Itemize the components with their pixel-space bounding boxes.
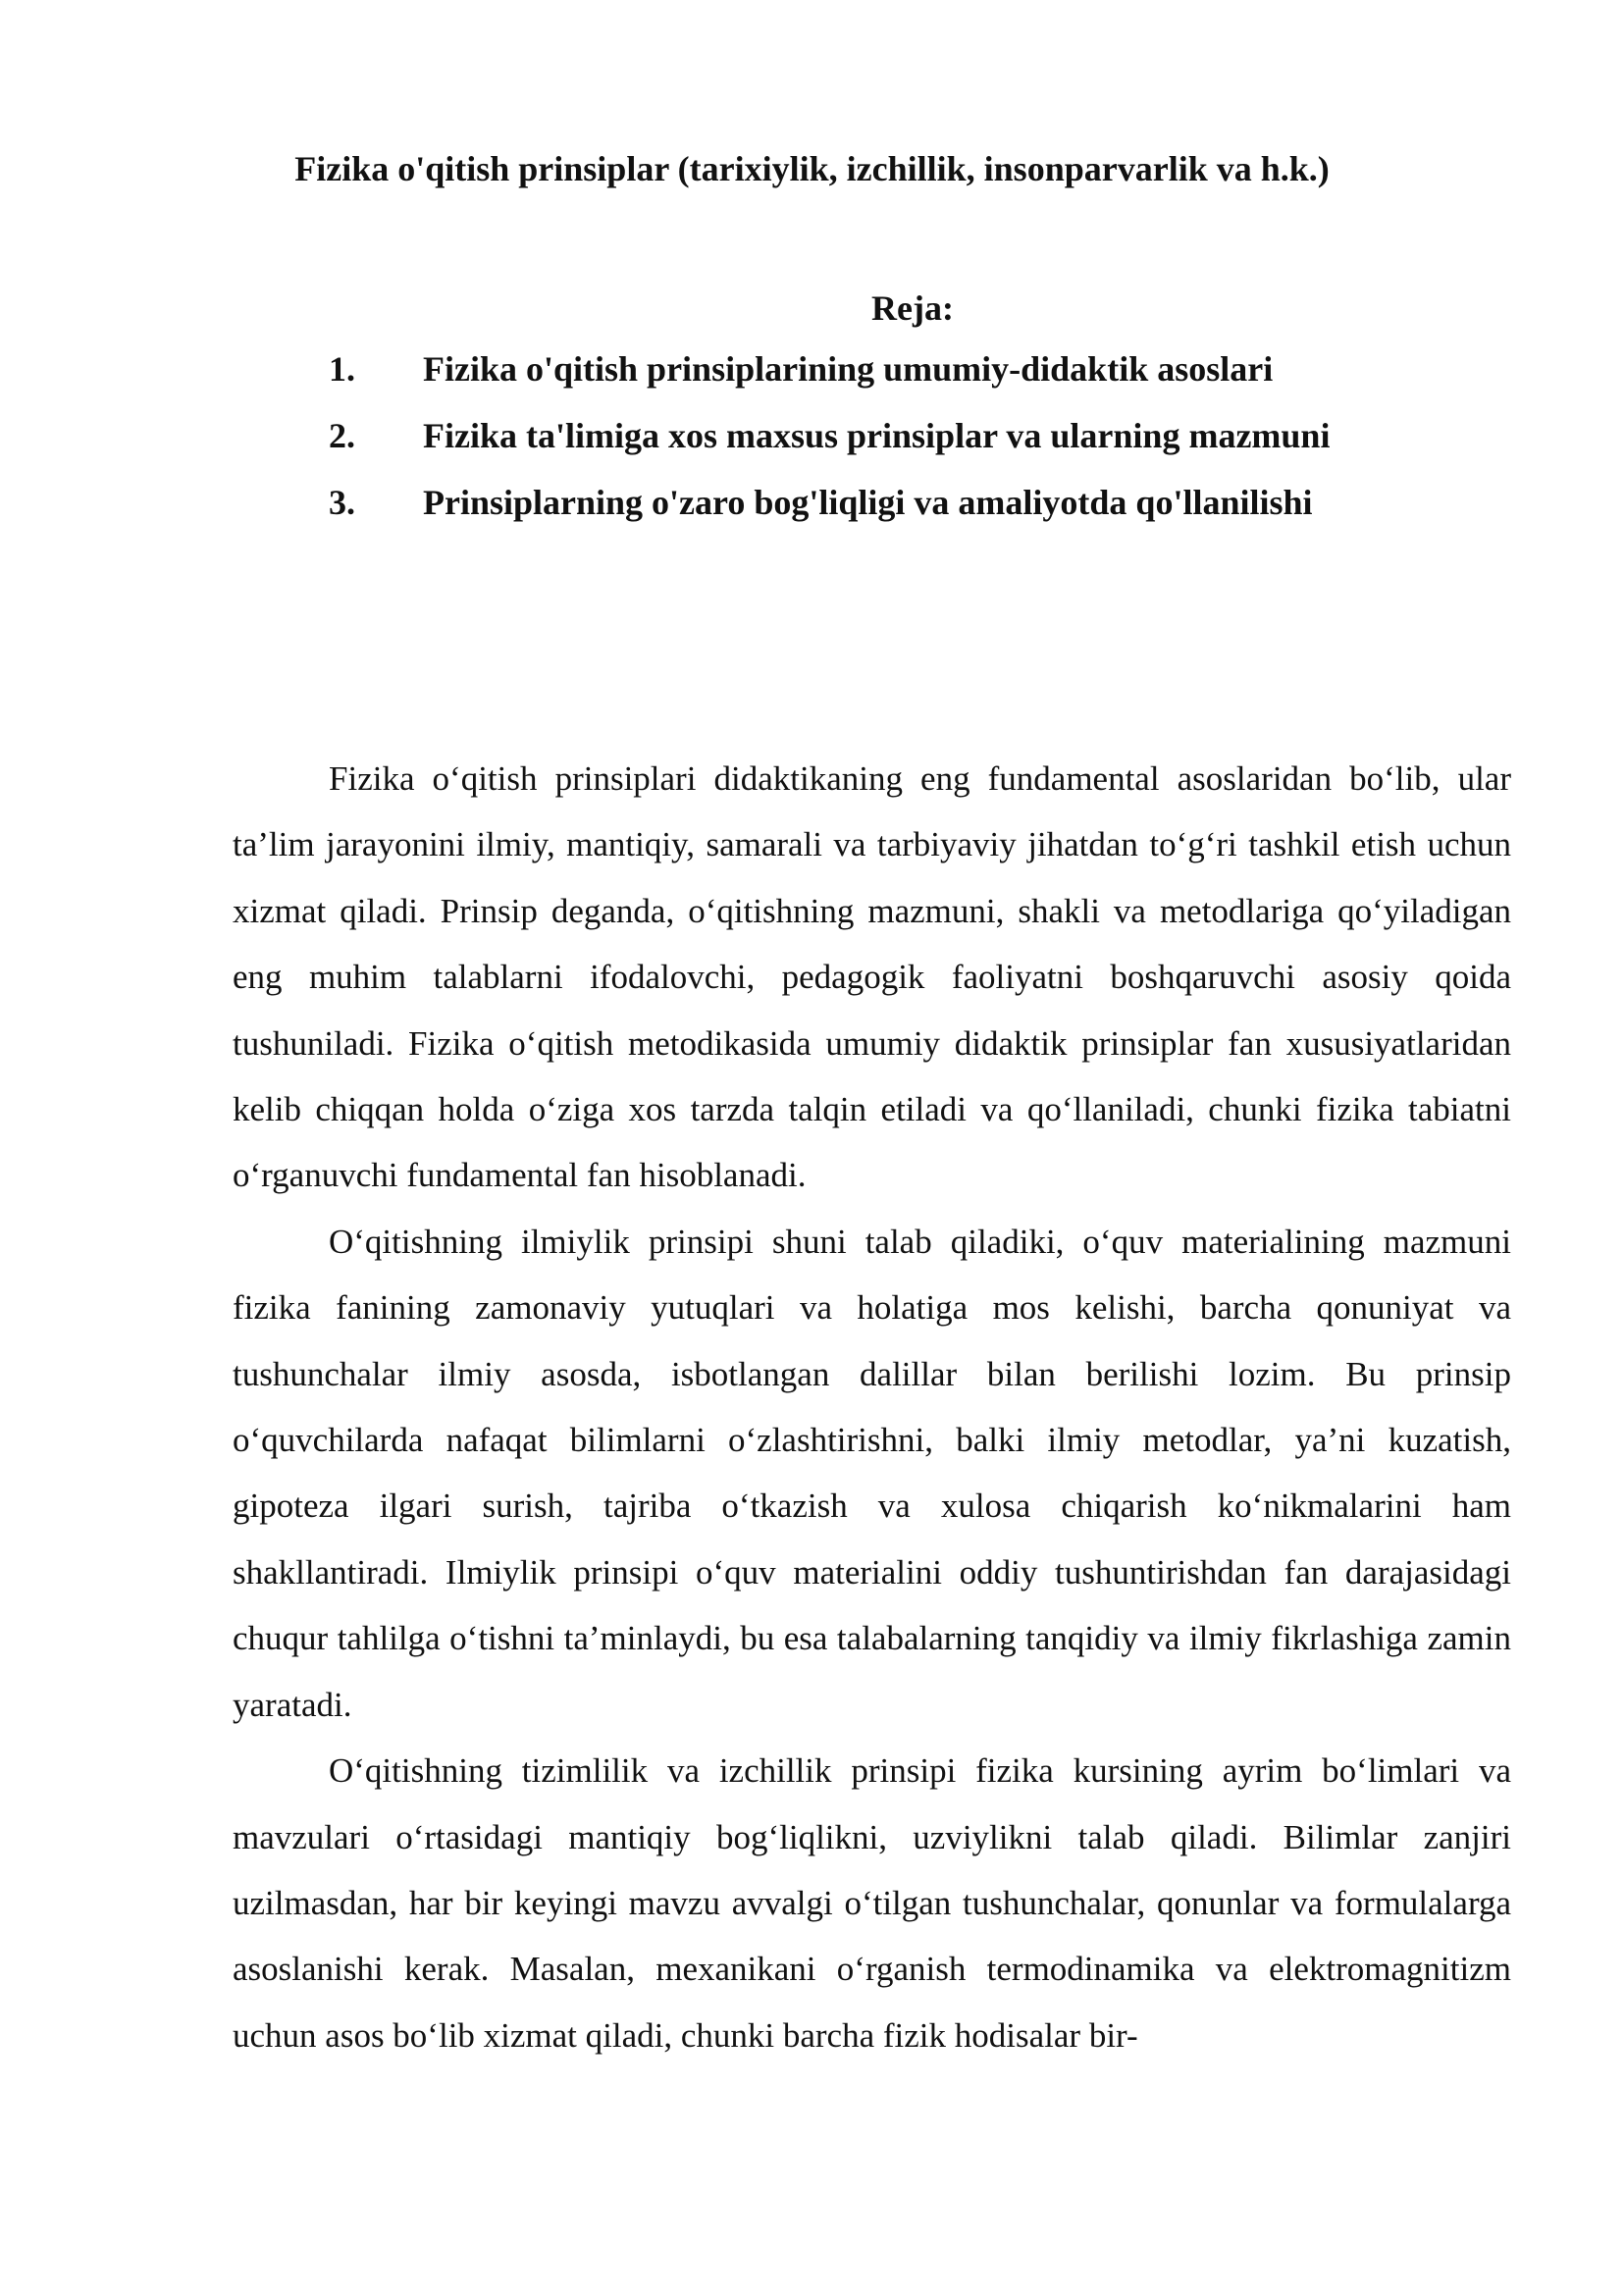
plan-item-text: Fizika o'qitish prinsiplarining umumiy-didaktik asoslari — [423, 349, 1274, 389]
body-paragraph: O‘qitishning tizimlilik va izchillik prinsipi fizika kursining ayrim bo‘limlari va mavzulari o‘rtasidagi mantiqiy bog‘liqlikni, uzviylikni talab qiladi. Bilimlar zanjiri uzilmasdan, har bir keyingi mavzu avvalgi o‘tilgan tushunchalar, qonunlar va formulalarga asoslanishi kerak. Masalan, mexanikani o‘rganish termodinamika va elektromagnitizm uchun asos bo‘lib xizmat qiladi, chunki barcha fizik hodisalar bir- — [233, 1751, 1511, 2055]
plan-item — [329, 481, 1506, 548]
plan-item — [329, 414, 1506, 481]
body-paragraph: Fizika o‘qitish prinsiplari didaktikaning eng fundamental asoslaridan bo‘lib, ular ta’lim jarayonini ilmiy, mantiqiy, samarali va tarbiyaviy jihatdan to‘g‘ri tashkil etish uchun xizmat qiladi. Prinsip deganda, o‘qitishning mazmuni, shakli va metodlariga qo‘yiladigan eng muhim talablarni ifodalovchi, pedagogik faoliyatni boshqaruvchi asosiy qoida tushuniladi. Fizika o‘qitish metodikasida umumiy didaktik prinsiplar fan xususiyatlaridan kelib chiqqan holda o‘ziga xos tarzda talqin etiladi va qo‘llaniladi, chunki fizika tabiatni o‘rganuvchi fundamental fan hisoblanadi. — [233, 759, 1511, 1195]
plan-item-number: 3. — [329, 483, 355, 522]
plan-item-text: Prinsiplarning o'zaro bog'liqligi va amaliyotda qo'llanilishi — [423, 483, 1313, 522]
plan-heading: Reja: — [871, 288, 954, 328]
plan-item-text: Fizika ta'limiga xos maxsus prinsiplar va ularning mazmuni — [423, 416, 1331, 455]
plan-item-number: 2. — [329, 416, 355, 455]
body-paragraph: O‘qitishning ilmiylik prinsipi shuni talab qiladiki, o‘quv materialining mazmuni fizika fanining zamonaviy yutuqlari va holatiga mos kelishi, barcha qonuniyat va tushunchalar ilmiy asosda, isbotlangan dalillar bilan berilishi lozim. Bu prinsip o‘quvchilarda nafaqat bilimlarni o‘zlashtirishni, balki ilmiy metodlar, ya’ni kuzatish, gipoteza ilgari surish, tajriba o‘tkazish va xulosa chiqarish ko‘nikmalarini ham shakllantiradi. Ilmiylik prinsipi o‘quv materialini oddiy tushuntirishdan fan darajasidagi chuqur tahlilga o‘tishni ta’minlaydi, bu esa talabalarning tanqidiy va ilmiy fikrlashiga zamin yaratadi. — [233, 1222, 1511, 1724]
document-title: Fizika o'qitish prinsiplar (tarixiylik, izchillik, insonparvarlik va h.k.) — [294, 149, 1330, 188]
plan-list — [329, 347, 1506, 548]
plan-item — [329, 347, 1506, 414]
plan-item-number: 1. — [329, 349, 355, 389]
document-body — [233, 746, 1511, 2068]
